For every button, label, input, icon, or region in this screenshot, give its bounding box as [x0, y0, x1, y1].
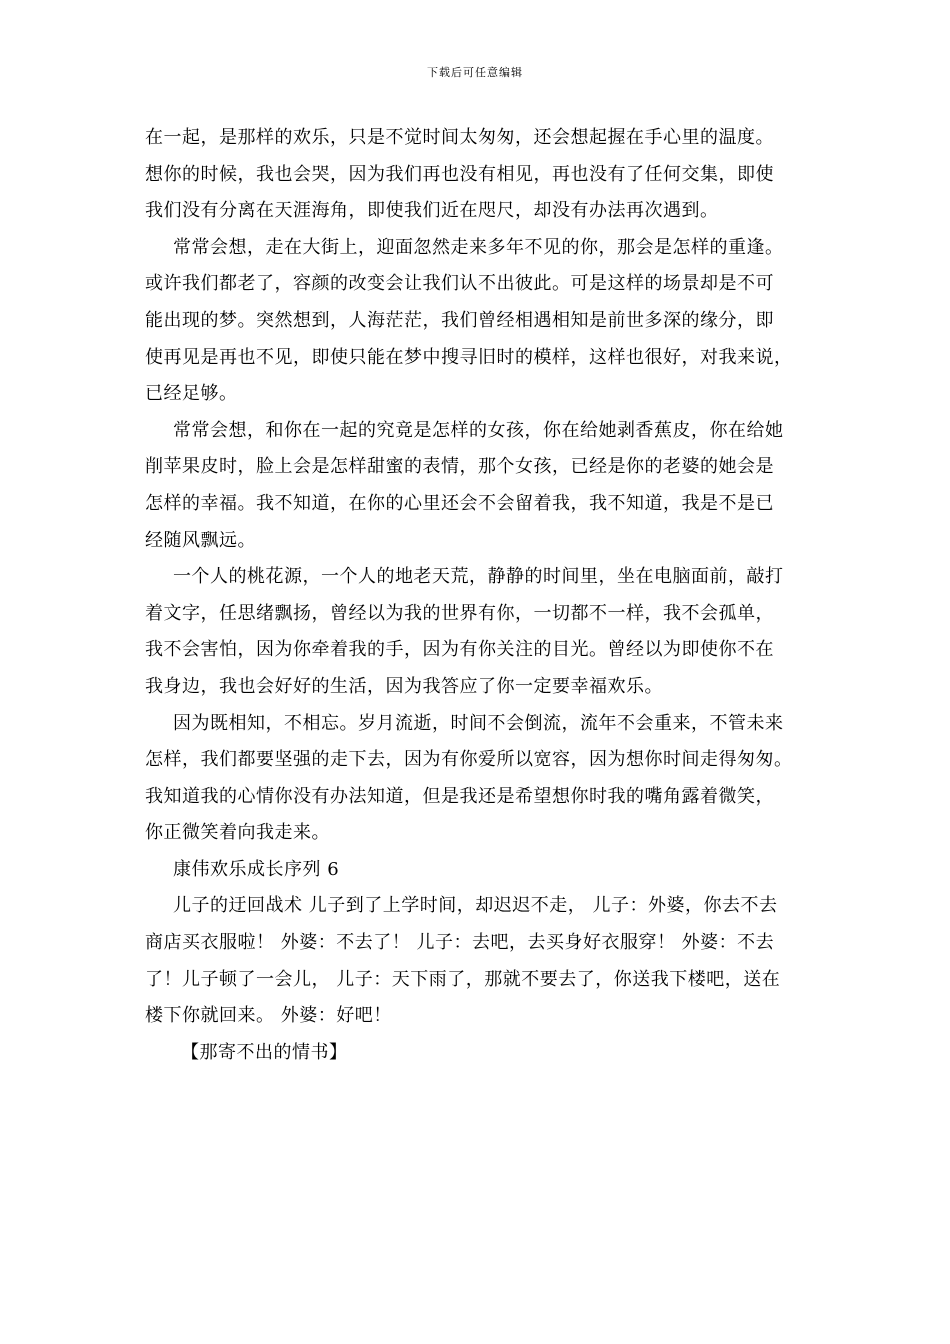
text-line: 或许我们都老了，容颜的改变会让我们认不出彼此。可是这样的场景却是不可 — [145, 273, 774, 295]
text-line: 使再见是再也不见，即使只能在梦中搜寻旧时的模样，这样也很好，对我来说， — [145, 346, 793, 368]
text-line: 楼下你就回来。 外婆：好吧！ — [145, 1005, 392, 1027]
paragraph-start: 常常会想，走在大街上，迎面忽然走来多年不见的你，那会是怎样的重逢。 — [173, 236, 784, 258]
text-line: 了！儿子顿了一会儿， 儿子：天下雨了，那就不要去了，你送我下楼吧，送在 — [145, 968, 781, 990]
text-line: 经随风飘远。 — [145, 529, 256, 551]
section-title: 康伟欢乐成长序列 6 — [173, 858, 340, 880]
text-line: 怎样，我们都要坚强的走下去，因为有你爱所以宽容，因为想你时间走得匆匆。 — [145, 749, 793, 771]
text-line: 已经足够。 — [145, 383, 238, 405]
paragraph-start: 一个人的桃花源，一个人的地老天荒，静静的时间里，坐在电脑面前，敲打 — [173, 566, 784, 588]
text-line: 着文字，任思绪飘扬，曾经以为我的世界有你，一切都不一样，我不会孤单， — [145, 602, 774, 624]
body-text — [145, 120, 825, 1071]
text-line: 在一起，是那样的欢乐，只是不觉时间太匆匆，还会想起握在手心里的温度。 — [145, 127, 774, 148]
text-line: 我身边，我也会好好的生活，因为我答应了你一定要幸福欢乐。 — [145, 675, 663, 697]
text-line: 我知道我的心情你没有办法知道，但是我还是希望想你时我的嘴角露着微笑， — [145, 785, 774, 807]
text-line: 商店买衣服啦！ 外婆：不去了！ 儿子：去吧，去买身好衣服穿！ 外婆：不去 — [145, 932, 775, 954]
paragraph-start: 常常会想，和你在一起的究竟是怎样的女孩，你在给她剥香蕉皮，你在给她 — [173, 419, 784, 441]
section-heading: 【那寄不出的情书】 — [181, 1041, 348, 1063]
text-line: 能出现的梦。突然想到，人海茫茫，我们曾经相遇相知是前世多深的缘分，即 — [145, 309, 774, 331]
text-line: 我们没有分离在天涯海角，即使我们近在咫尺，却没有办法再次遇到。 — [145, 200, 719, 222]
page-header: 下载后可任意编辑 — [427, 66, 523, 79]
text-line: 削苹果皮时，脸上会是怎样甜蜜的表情，那个女孩，已经是你的老婆的她会是 — [145, 456, 774, 478]
text-line: 怎样的幸福。我不知道，在你的心里还会不会留着我，我不知道，我是不是已 — [145, 492, 774, 514]
paragraph-start: 因为既相知，不相忘。岁月流逝，时间不会倒流，流年不会重来，不管未来 — [173, 712, 784, 734]
text-line: 你正微笑着向我走来。 — [145, 822, 330, 844]
paragraph-start: 儿子的迂回战术 儿子到了上学时间，却迟迟不走， 儿子：外婆，你去不去 — [173, 895, 778, 917]
text-line: 我不会害怕，因为你牵着我的手，因为有你关注的目光。曾经以为即使你不在 — [145, 639, 774, 661]
text-line: 想你的时候，我也会哭，因为我们再也没有相见，再也没有了任何交集，即使 — [145, 163, 774, 185]
